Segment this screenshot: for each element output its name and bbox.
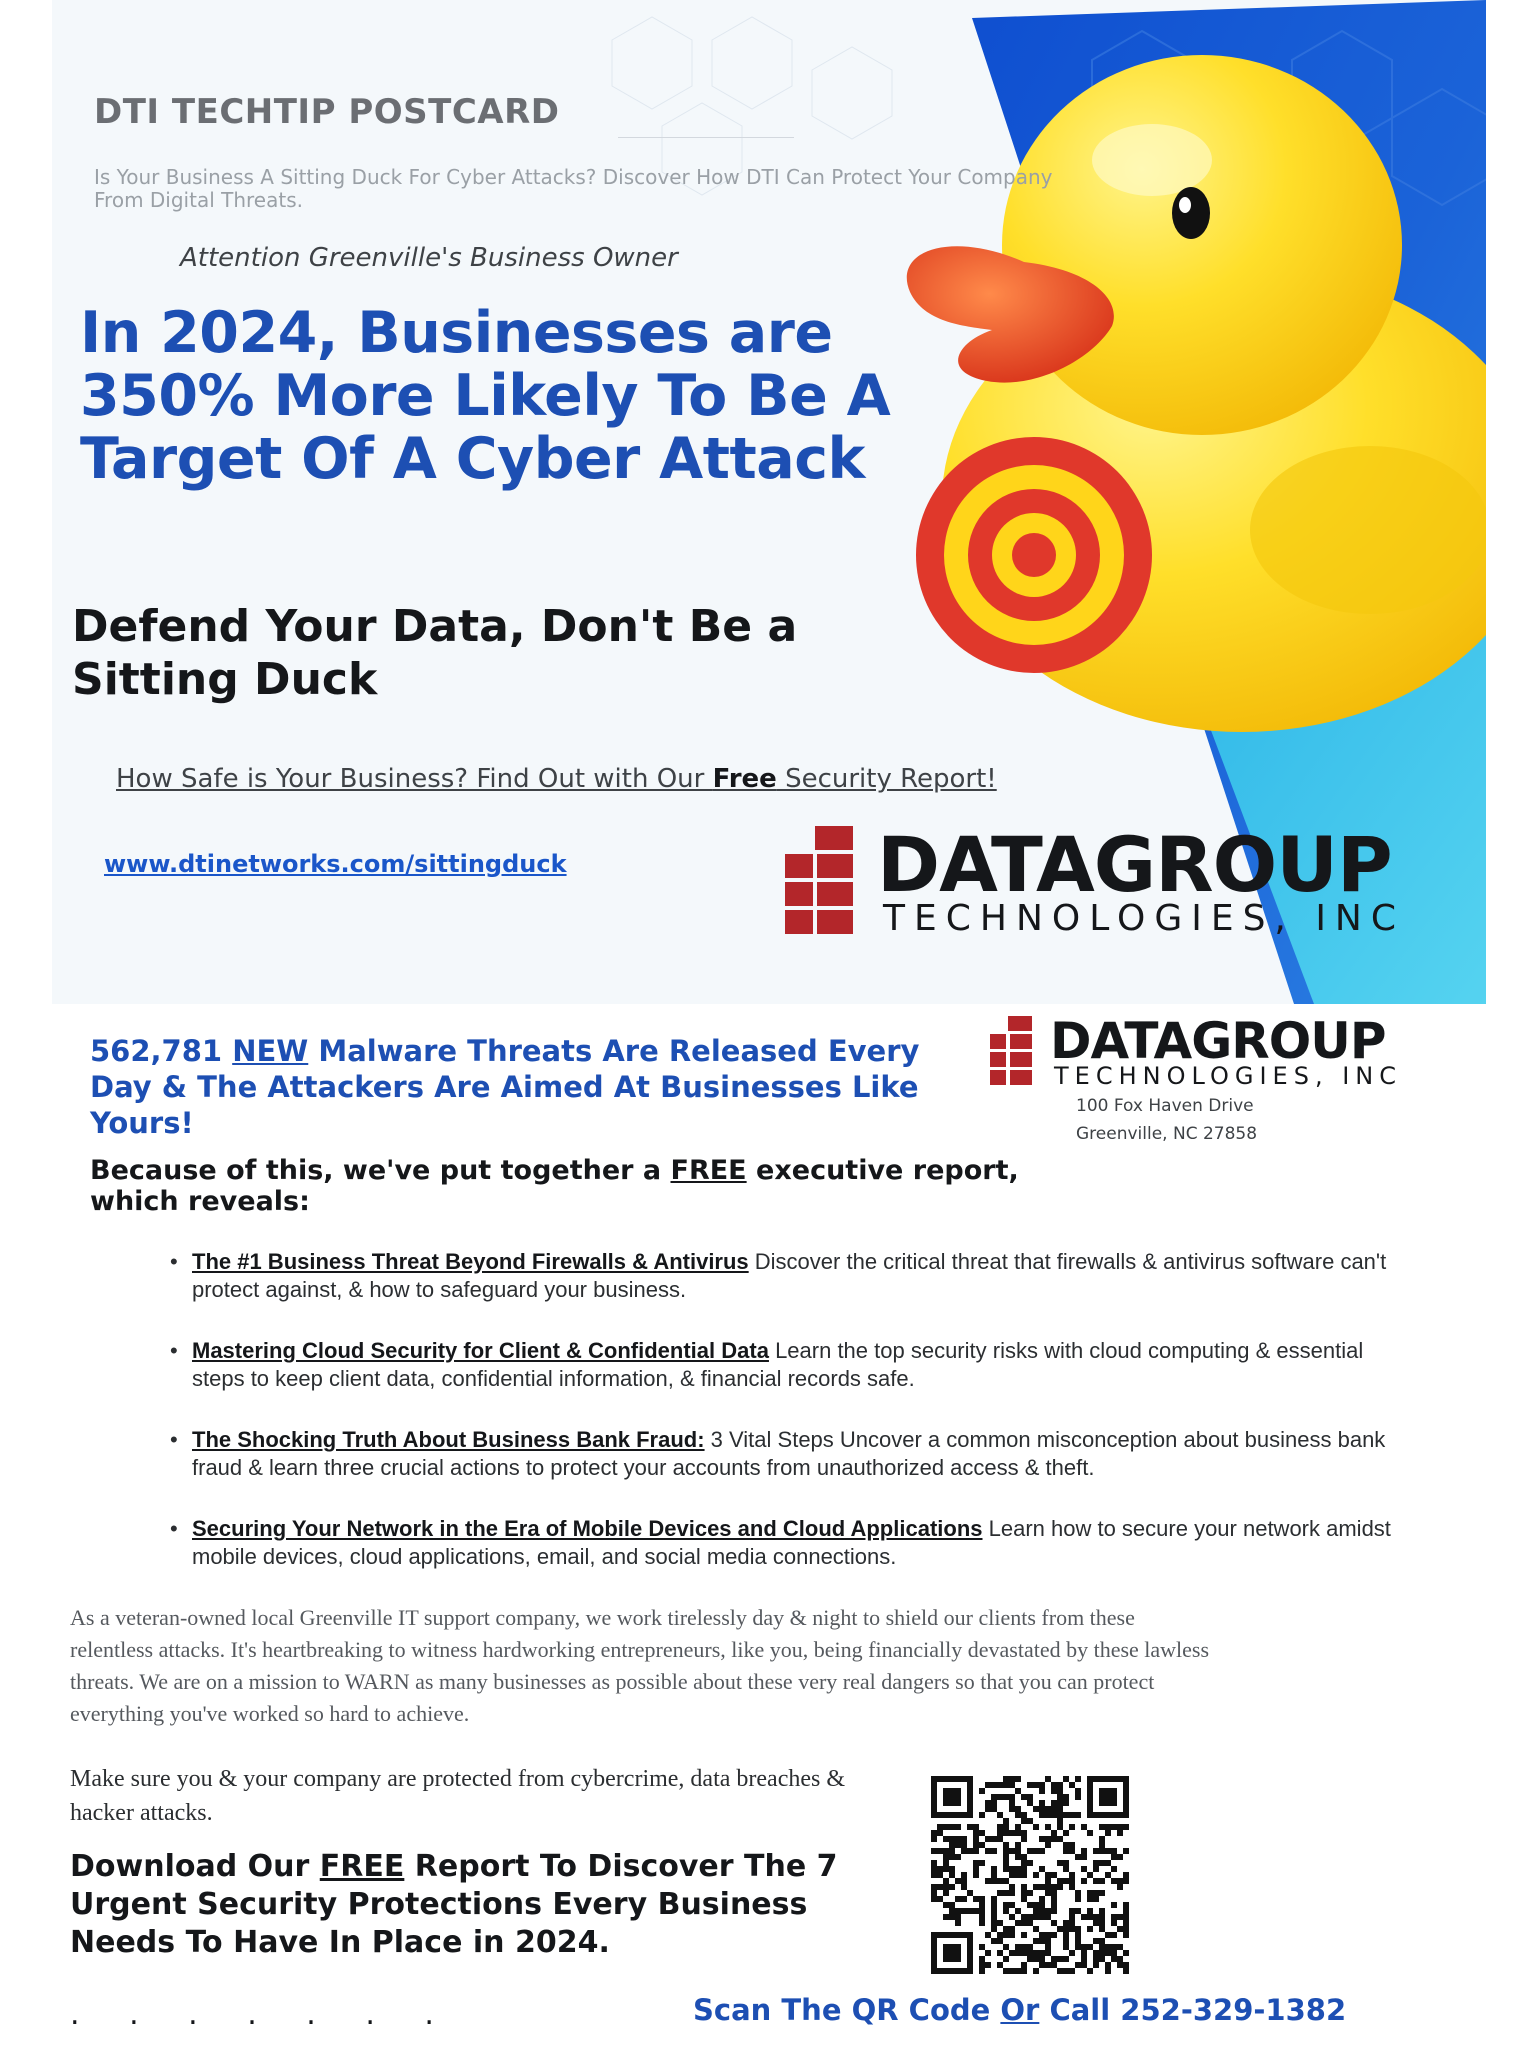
front-tagline: Defend Your Data, Don't Be a Sitting Duck	[72, 601, 798, 705]
front-subhead: Is Your Business A Sitting Duck For Cyber Attacks? Discover How DTI Can Protect Your Company From Digital Threats.	[94, 165, 1053, 212]
logo-subtitle: TECHNOLOGIES, INC	[1054, 1062, 1402, 1090]
bullet-title: The Shocking Truth About Business Bank Fraud:	[192, 1427, 705, 1452]
logo-subtitle: TECHNOLOGIES, INC	[883, 898, 1405, 939]
report-cta-free: Free	[712, 764, 777, 794]
address-line-2: Greenville, NC 27858	[1076, 1124, 1258, 1144]
report-intro	[90, 1155, 1030, 1217]
download-cta	[70, 1848, 910, 1962]
protection-paragraph: Make sure you & your company are protected from cybercrime, data breaches & hacker attacks.	[70, 1766, 846, 1826]
logo-blocks-icon	[785, 826, 875, 934]
attention-line: Attention Greenville's Business Owner	[180, 243, 678, 273]
website-link[interactable]: www.dtinetworks.com/sittingduck	[104, 850, 567, 878]
scan-text: Scan The QR Code	[693, 1993, 1001, 2027]
bullet-text: Discover the critical threat that firewalls & antivirus software can't protect against, & how to safeguard your business.	[192, 1249, 1387, 1302]
back-headline	[90, 1033, 990, 1141]
decorative-dots: . . . . . . .	[70, 1997, 454, 2032]
list-item	[170, 1337, 1410, 1393]
address-line-1: 100 Fox Haven Drive	[1076, 1096, 1254, 1116]
intro-text: Because of this, we've put together a	[90, 1155, 671, 1186]
threat-count: 562,781	[90, 1034, 233, 1068]
bullet-text: Learn the top security risks with cloud computing & essential steps to keep client data, confidential information, & financial records safe.	[192, 1338, 1364, 1391]
bullet-title: Securing Your Network in the Era of Mobile Devices and Cloud Applications	[192, 1516, 983, 1541]
eyebrow-divider	[618, 137, 794, 138]
report-cta-text-end: Security Report!	[776, 764, 997, 794]
front-headline: In 2024, Businesses are 350% More Likely To Be A Target Of A Cyber Attack	[80, 300, 891, 492]
qr-code[interactable]	[931, 1776, 1129, 1974]
mailing-address	[1076, 1092, 1257, 1148]
report-cta[interactable]	[116, 764, 997, 794]
datagroup-logo	[785, 820, 1475, 939]
list-item	[170, 1426, 1410, 1482]
download-free: FREE	[319, 1849, 405, 1884]
postcard-eyebrow: DTI TECHTIP POSTCARD	[94, 92, 560, 132]
bullet-text: 3 Vital Steps Uncover a common misconception about business bank fraud & learn three crucial actions to protect your accounts from unauthorized access & theft.	[192, 1427, 1386, 1480]
intro-free: FREE	[670, 1155, 747, 1186]
bullet-title: The #1 Business Threat Beyond Firewalls & Antivirus	[192, 1249, 749, 1274]
mission-paragraph: As a veteran-owned local Greenville IT support company, we work tirelessly day & night to shield our clients from these relentless attacks. It's heartbreaking to witness hardworking entrepreneurs, like you, being financially devastated by these lawless threats. We are on a mission to WARN as many businesses as possible about these very real dangers so that you can protect everything you've worked so hard to achieve.	[70, 1605, 1210, 1726]
logo-name: DATAGROUP	[877, 820, 1392, 909]
bullet-title: Mastering Cloud Security for Client & Confidential Data	[192, 1338, 769, 1363]
list-item	[170, 1248, 1410, 1304]
bullet-text: Learn how to secure your network amidst mobile devices, cloud applications, email, and social media connections.	[192, 1516, 1391, 1569]
report-cta-text: How Safe is Your Business? Find Out with Our	[116, 764, 713, 794]
download-text: Download Our	[70, 1849, 320, 1884]
list-item	[170, 1515, 1410, 1571]
headline-new: NEW	[232, 1034, 309, 1068]
postcard-front	[52, 0, 1486, 1004]
logo-blocks-icon	[990, 1016, 1038, 1086]
headline-rest: Malware Threats Are Released Every Day & The Attackers Are Aimed At Businesses Like Yours!	[90, 1034, 920, 1140]
postcard	[52, 0, 1486, 2048]
scan-or: Or	[1000, 1993, 1040, 2027]
download-text-end: Report To Discover The 7 Urgent Security Protections Every Business Needs To Have In Place in 2024.	[70, 1849, 838, 1960]
datagroup-logo-small	[990, 1012, 1430, 1090]
logo-name: DATAGROUP	[1050, 1012, 1386, 1070]
report-topics-list	[170, 1248, 1410, 1604]
phone-number: Call 252-329-1382	[1039, 1993, 1347, 2027]
intro-text-end: executive report, which reveals:	[90, 1155, 1019, 1217]
scan-or-call-cta[interactable]	[693, 1993, 1346, 2027]
